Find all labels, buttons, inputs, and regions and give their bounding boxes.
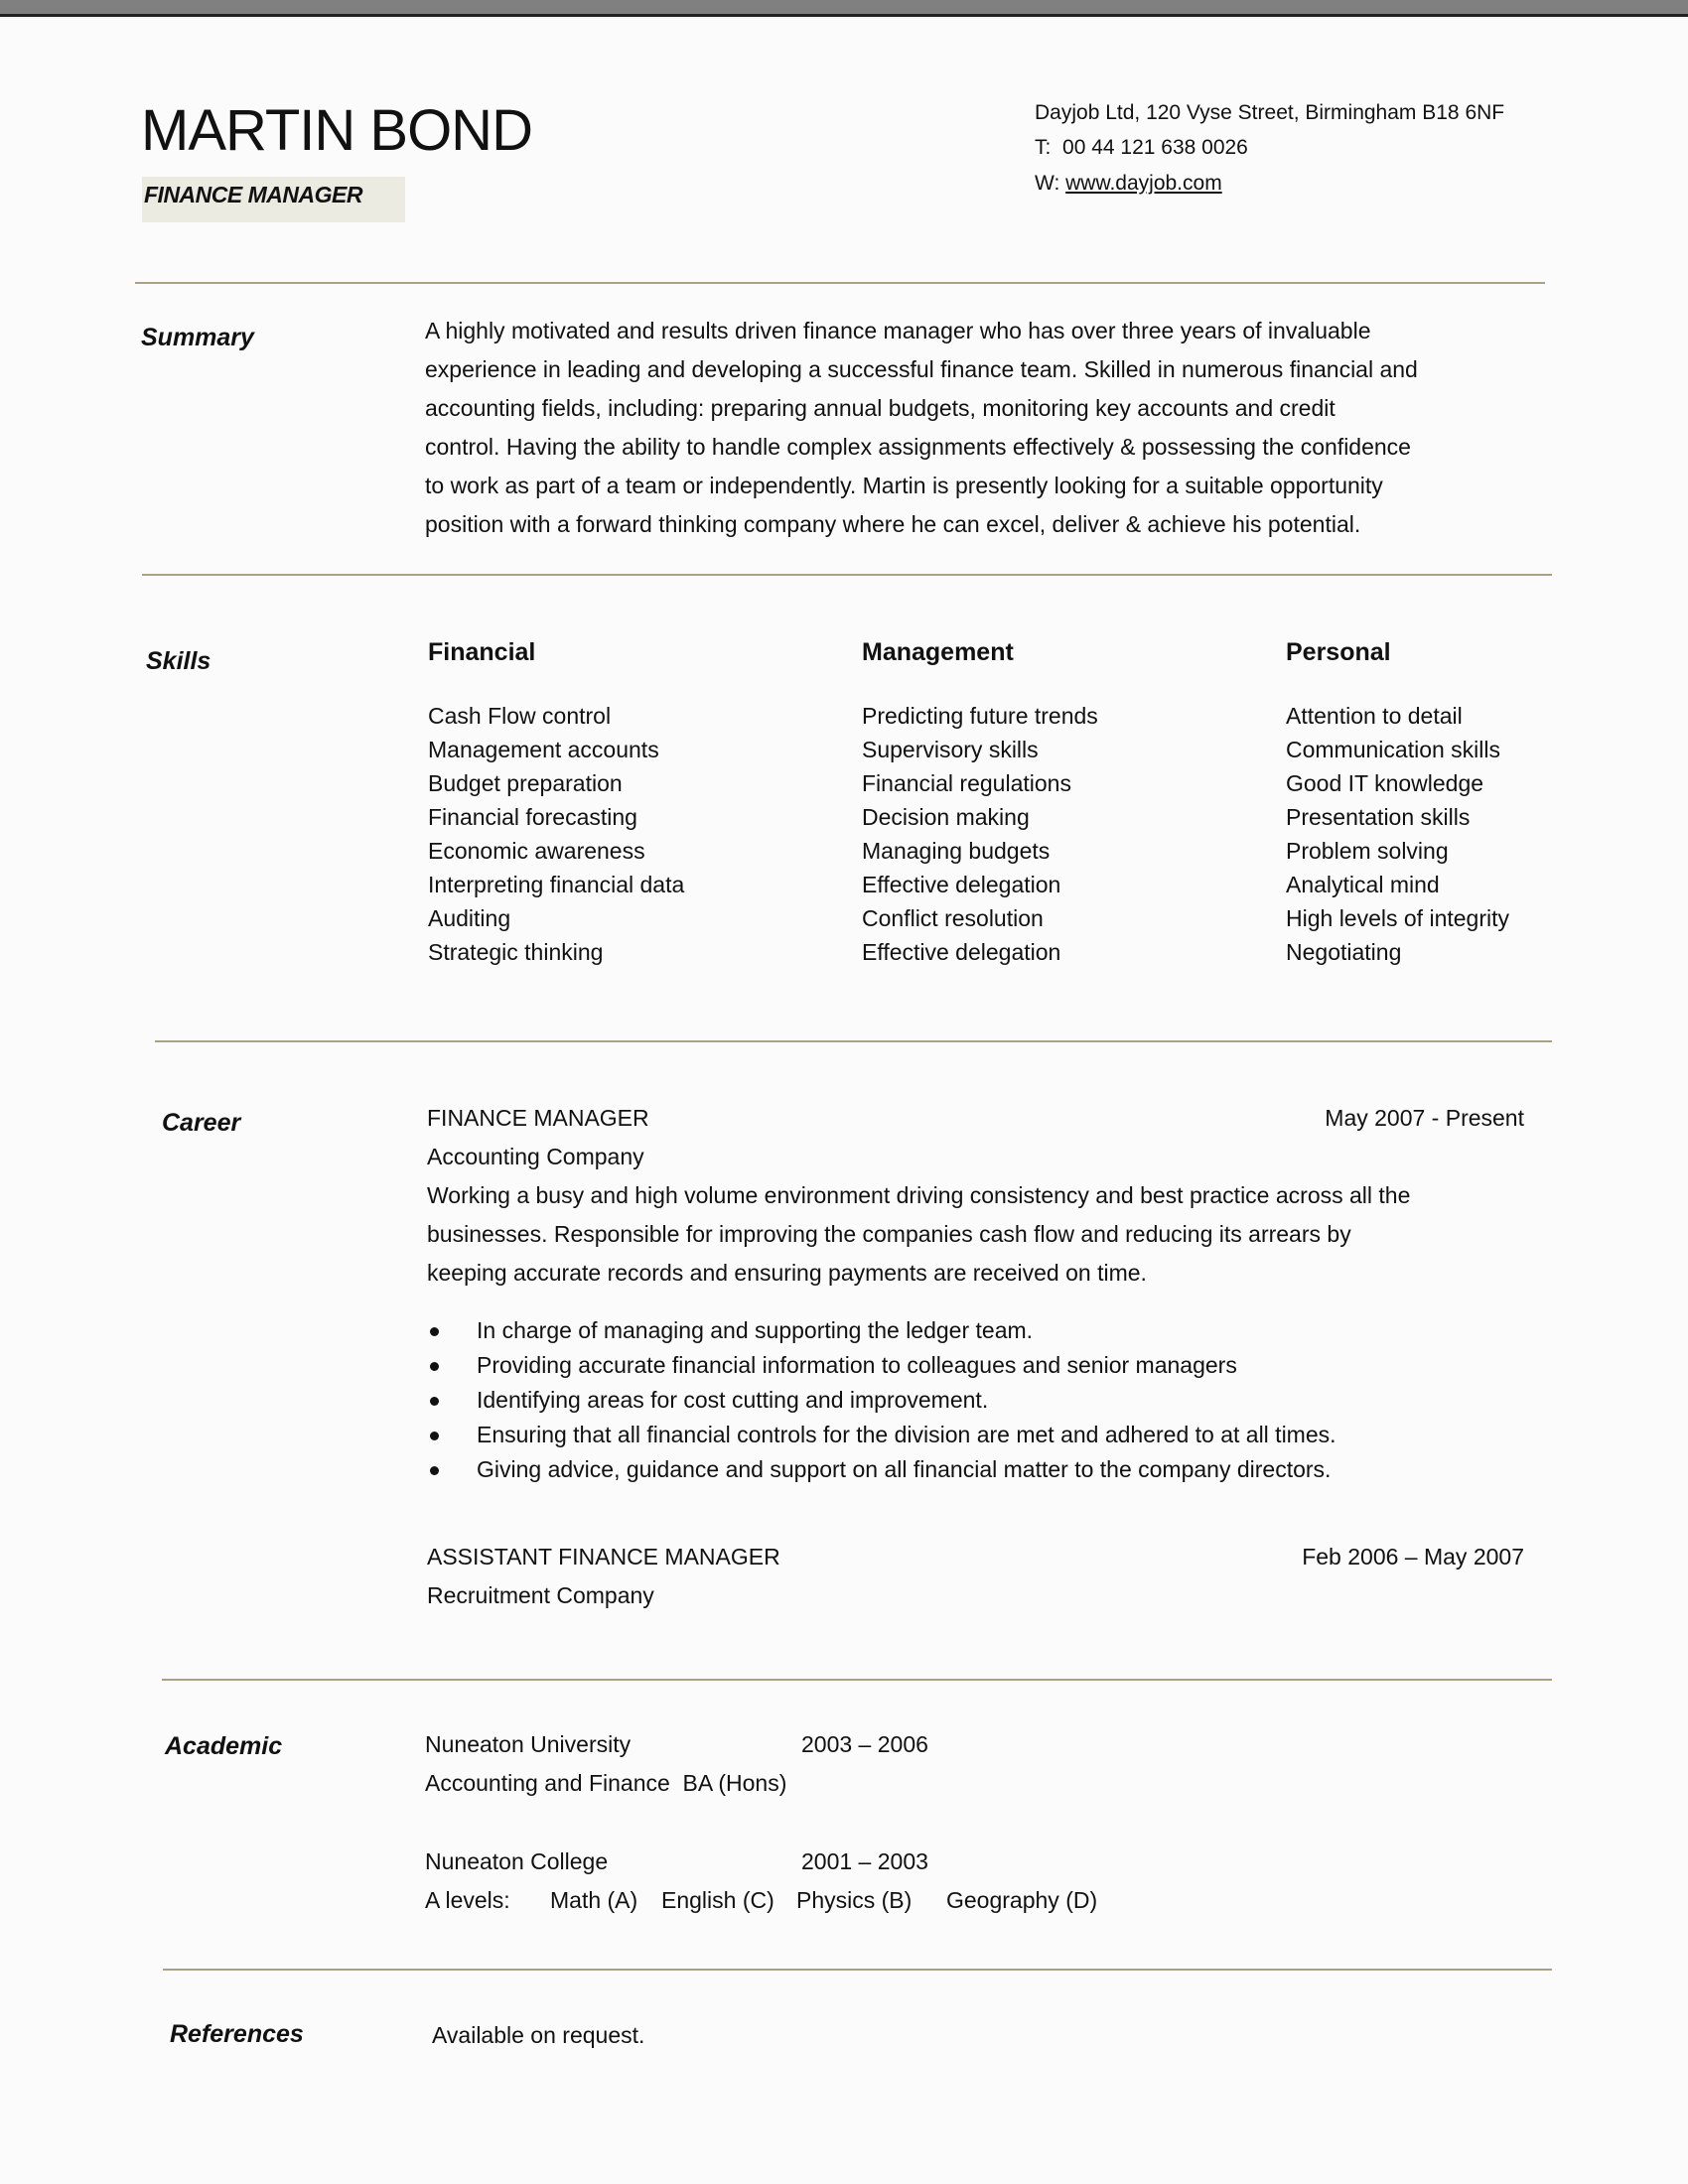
job-company: Recruitment Company	[427, 1582, 654, 1608]
skill-item: Financial forecasting	[428, 804, 637, 830]
job-dates: Feb 2006 – May 2007	[1302, 1544, 1524, 1570]
skill-item: Cash Flow control	[428, 703, 612, 729]
contact-web	[1035, 172, 1222, 196]
grade: Math (A)	[550, 1887, 638, 1913]
job-description-line: businesses. Responsible for improving the companies cash flow and reducing its arrears by	[427, 1221, 1351, 1247]
skill-item: Supervisory skills	[862, 737, 1039, 762]
divider	[162, 1679, 1552, 1681]
skill-item: Strategic thinking	[428, 939, 604, 965]
divider	[142, 574, 1552, 576]
candidate-role: FINANCE MANAGER	[144, 182, 362, 207]
phone-prefix: T:	[1035, 136, 1052, 159]
job-bullet: Identifying areas for cost cutting and improvement.	[477, 1387, 989, 1413]
skill-item: Effective delegation	[862, 939, 1061, 965]
summary-line: accounting fields, including: preparing annual budgets, monitoring key accounts and credit	[425, 395, 1336, 421]
job-title: FINANCE MANAGER	[427, 1105, 649, 1131]
academic-years: 2003 – 2006	[801, 1731, 928, 1757]
bullet-icon	[430, 1466, 439, 1475]
summary-line: control. Having the ability to handle complex assignments effectively & possessing the confidence	[425, 434, 1411, 460]
skills-column-heading: Personal	[1286, 638, 1391, 666]
bullet-icon	[430, 1397, 439, 1406]
job-dates: May 2007 - Present	[1325, 1105, 1524, 1131]
bullet-icon	[430, 1327, 439, 1336]
job-description-line: keeping accurate records and ensuring payments are received on time.	[427, 1260, 1147, 1286]
skill-item: Decision making	[862, 804, 1030, 830]
contact-phone	[1035, 136, 1248, 160]
skill-item: Conflict resolution	[862, 905, 1044, 931]
summary-line: position with a forward thinking company where he can excel, deliver & achieve his potential.	[425, 511, 1361, 537]
grade: Geography (D)	[946, 1887, 1098, 1913]
skill-item: Problem solving	[1286, 838, 1449, 864]
job-company: Accounting Company	[427, 1144, 644, 1169]
skills-column-heading: Financial	[428, 638, 536, 666]
web-prefix: W:	[1035, 172, 1060, 195]
summary-line: to work as part of a team or independently. Martin is presently looking for a suitable opportunity	[425, 473, 1383, 498]
phone-number: 00 44 121 638 0026	[1062, 136, 1248, 159]
skill-item: High levels of integrity	[1286, 905, 1509, 931]
job-bullet: In charge of managing and supporting the ledger team.	[477, 1317, 1034, 1343]
academic-institution: Nuneaton University	[425, 1731, 632, 1757]
skill-item: Presentation skills	[1286, 804, 1471, 830]
skill-item: Budget preparation	[428, 770, 623, 796]
skill-item: Good IT knowledge	[1286, 770, 1484, 796]
divider	[135, 282, 1545, 284]
skill-item: Predicting future trends	[862, 703, 1098, 729]
skill-item: Economic awareness	[428, 838, 645, 864]
skill-item: Interpreting financial data	[428, 872, 685, 897]
section-label-career: Career	[162, 1109, 241, 1137]
skill-item: Management accounts	[428, 737, 659, 762]
references-text: Available on request.	[432, 2022, 645, 2048]
top-bar	[0, 0, 1688, 17]
job-title: ASSISTANT FINANCE MANAGER	[427, 1544, 780, 1570]
job-description-line: Working a busy and high volume environment driving consistency and best practice across all the	[427, 1182, 1411, 1208]
bullet-icon	[430, 1362, 439, 1371]
skills-column-heading: Management	[862, 638, 1014, 666]
summary-line: experience in leading and developing a successful finance team. Skilled in numerous financial and	[425, 356, 1418, 382]
skill-item: Attention to detail	[1286, 703, 1463, 729]
contact-address: Dayjob Ltd, 120 Vyse Street, Birmingham B18 6NF	[1035, 101, 1505, 124]
skill-item: Managing budgets	[862, 838, 1051, 864]
grade: Physics (B)	[796, 1887, 913, 1913]
grade: English (C)	[661, 1887, 774, 1913]
website-link[interactable]: www.dayjob.com	[1065, 172, 1222, 195]
skill-item: Auditing	[428, 905, 511, 931]
skill-item: Communication skills	[1286, 737, 1501, 762]
a-levels-label: A levels:	[425, 1887, 510, 1913]
divider	[155, 1040, 1552, 1042]
section-label-academic: Academic	[165, 1732, 283, 1760]
bullet-icon	[430, 1432, 439, 1440]
section-label-summary: Summary	[141, 324, 254, 351]
skill-item: Negotiating	[1286, 939, 1402, 965]
job-bullet: Providing accurate financial information to colleagues and senior managers	[477, 1352, 1237, 1378]
summary-line: A highly motivated and results driven finance manager who has over three years of invaluable	[425, 318, 1371, 343]
job-bullet: Ensuring that all financial controls for the division are met and adhered to at all times.	[477, 1422, 1336, 1447]
academic-detail: Accounting and Finance BA (Hons)	[425, 1770, 787, 1796]
job-bullet: Giving advice, guidance and support on all financial matter to the company directors.	[477, 1456, 1332, 1482]
section-label-skills: Skills	[146, 647, 211, 675]
skill-item: Analytical mind	[1286, 872, 1440, 897]
skill-item: Financial regulations	[862, 770, 1071, 796]
academic-institution: Nuneaton College	[425, 1848, 609, 1874]
section-label-references: References	[170, 2020, 304, 2048]
academic-years: 2001 – 2003	[801, 1848, 928, 1874]
candidate-name: MARTIN BOND	[141, 98, 532, 163]
skill-item: Effective delegation	[862, 872, 1061, 897]
divider	[163, 1969, 1552, 1971]
